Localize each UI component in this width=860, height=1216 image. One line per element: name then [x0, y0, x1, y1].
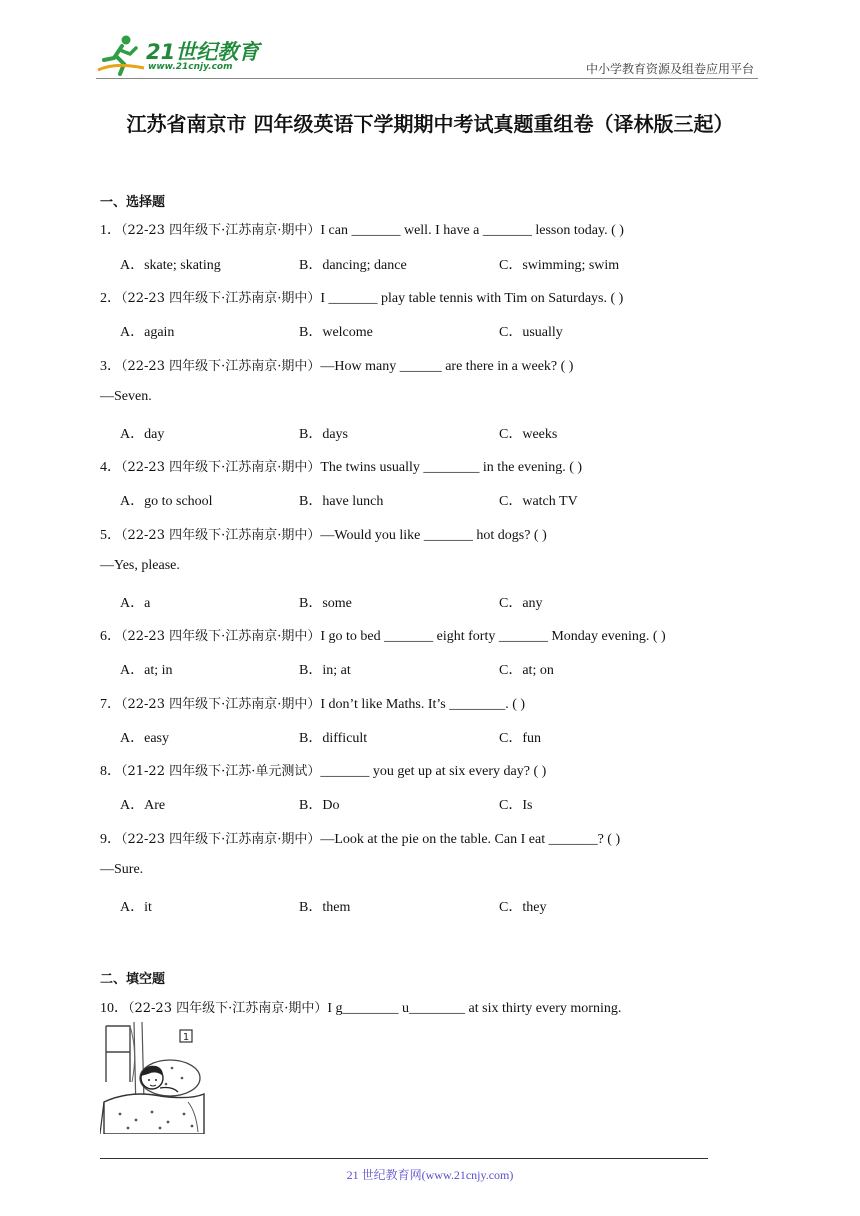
q3-answer-line: —Seven. [100, 389, 152, 404]
question-2: 2．（22-23 四年级下·江苏南京·期中）I _______ play table tennis with Tim on Saturdays. ( ) [100, 291, 624, 306]
logo-url: www.21cnjy.com [148, 62, 233, 72]
question-6: 6．（22-23 四年级下·江苏南京·期中）I go to bed _______ eight forty _______ Monday evening. ( ) [100, 629, 666, 644]
platform-name: 中小学教育资源及组卷应用平台 [585, 62, 754, 76]
q5-answer-line: —Yes, please. [100, 558, 180, 573]
q8-option-a[interactable]: A．Are [120, 798, 166, 813]
page-title: 江苏省南京市 四年级英语下学期期中考试真题重组卷（译林版三起） [126, 112, 734, 136]
q4-option-a[interactable]: A．go to school [120, 494, 213, 509]
q2-option-a[interactable]: A．again [120, 325, 175, 340]
q8-option-c[interactable]: C．Is [499, 798, 533, 813]
q7-option-c[interactable]: C．fun [499, 731, 541, 746]
q1-option-c[interactable]: C．swimming; swim [499, 258, 620, 273]
q9-answer-line: —Sure. [100, 862, 144, 877]
section-heading-choice: 一、选择题 [100, 195, 166, 210]
q1-option-b[interactable]: B．dancing; dance [299, 258, 407, 273]
q8-option-b[interactable]: B．Do [299, 798, 340, 813]
q7-option-a[interactable]: A．easy [120, 731, 169, 746]
q2-option-b[interactable]: B．welcome [299, 325, 373, 340]
q3-option-c[interactable]: C．weeks [499, 427, 558, 442]
question-3: 3．（22-23 四年级下·江苏南京·期中）—How many ______ are there in a week? ( ) [100, 359, 574, 374]
wake-up-illustration [100, 1022, 206, 1134]
q9-option-c[interactable]: C．they [499, 900, 547, 915]
question-8: 8．（21-22 四年级下·江苏·单元测试）_______ you get up at six every day? ( ) [100, 764, 547, 779]
footer-link[interactable]: 21 世纪教育网(www.21cnjy.com) [346, 1168, 514, 1182]
q6-option-b[interactable]: B．in; at [299, 663, 351, 678]
question-7: 7．（22-23 四年级下·江苏南京·期中）I don’t like Maths. It’s ________. ( ) [100, 697, 526, 712]
q4-option-c[interactable]: C．watch TV [499, 494, 578, 509]
q6-option-c[interactable]: C．at; on [499, 663, 554, 678]
q7-option-b[interactable]: B．difficult [299, 731, 368, 746]
q4-option-b[interactable]: B．have lunch [299, 494, 384, 509]
question-5: 5．（22-23 四年级下·江苏南京·期中）—Would you like _______ hot dogs? ( ) [100, 528, 547, 543]
header-divider [96, 78, 758, 79]
runner-logo-icon [96, 32, 146, 76]
q5-option-c[interactable]: C．any [499, 596, 543, 611]
q2-option-c[interactable]: C．usually [499, 325, 563, 340]
q3-option-b[interactable]: B．days [299, 427, 348, 442]
site-logo[interactable] [96, 32, 276, 76]
page-header [96, 32, 758, 78]
q9-option-a[interactable]: A．it [120, 900, 152, 915]
question-9: 9．（22-23 四年级下·江苏南京·期中）—Look at the pie on the table. Can I eat _______? ( ) [100, 832, 621, 847]
logo-text: 21世纪教育 [146, 40, 260, 64]
q6-option-a[interactable]: A．at; in [120, 663, 173, 678]
q3-option-a[interactable]: A．day [120, 427, 165, 442]
q9-option-b[interactable]: B．them [299, 900, 351, 915]
question-10: 10．（22-23 四年级下·江苏南京·期中）I g________ u________ at six thirty every morning. [100, 1001, 622, 1016]
picture-label: 1 [182, 1032, 190, 1043]
question-4: 4．（22-23 四年级下·江苏南京·期中）The twins usually ________ in the evening. ( ) [100, 460, 583, 475]
q1-option-a[interactable]: A．skate; skating [120, 258, 221, 273]
q5-option-b[interactable]: B．some [299, 596, 352, 611]
question-1: 1．（22-23 四年级下·江苏南京·期中）I can _______ well. I have a _______ lesson today. ( ) [100, 223, 624, 238]
footer-divider [100, 1158, 708, 1159]
section-heading-fill: 二、填空题 [100, 972, 166, 987]
q5-option-a[interactable]: A．a [120, 596, 151, 611]
